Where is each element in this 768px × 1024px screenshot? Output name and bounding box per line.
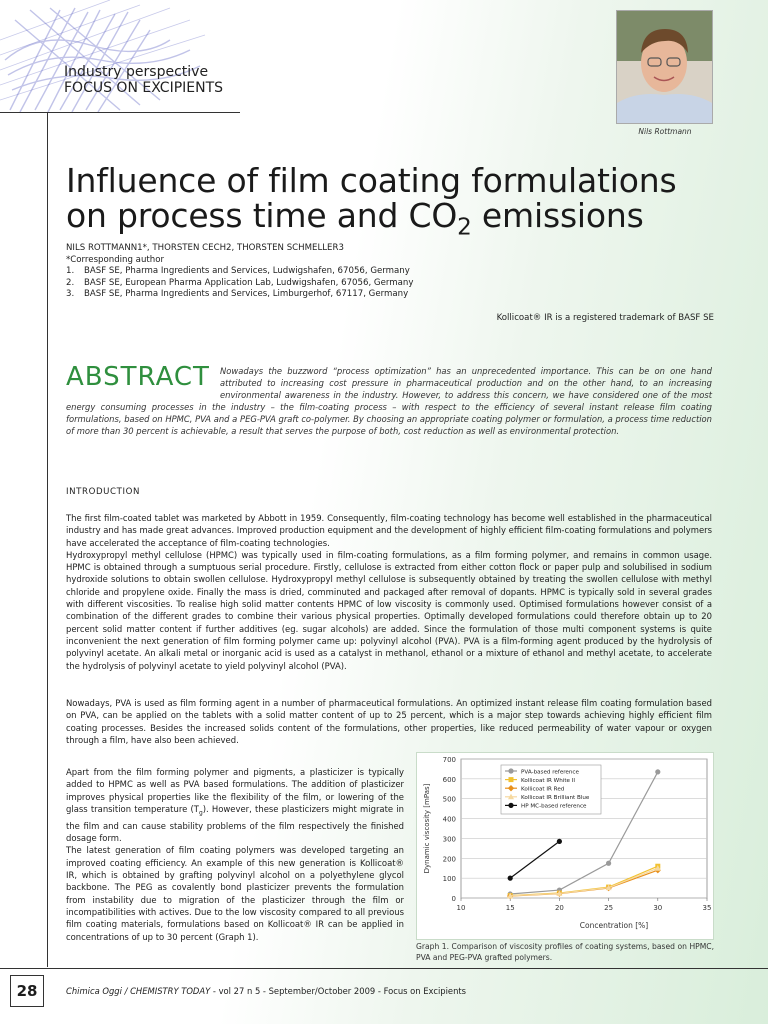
y-tick-label: 0 <box>451 895 456 903</box>
y-tick-label: 200 <box>442 855 456 864</box>
abstract-text: Nowadays the buzzword “process optimization” has an unprecedented importance. This can be on one hand attributed to increasing cost pressure in pharmaceutical production and on the other hand, to an increasing environmental awareness in the industry. However, to address this concern, we have considered one of the most energy consuming processes in the industry – the film-coating process – with respect to the efficiency of several instant release film coating formulations, based on HPMC, PVA and a PEG-PVA graft co-polymer. By choosing an appropriate coating polymer or formulation, a process time reduction of more than 30 percent is achievable, a result that serves the purpose of both, cost reduction as well as environmental protection. <box>66 366 712 437</box>
abstract-heading: ABSTRACT <box>66 362 210 392</box>
kicker-line-1: Industry perspective <box>64 64 209 80</box>
p4-text-a: Apart from the film forming polymer and pigments, a plasticizer is typically added to HPMC as well as PVA based formulations. The addition of plasticizer improves physical properties like the flexibility of the film, or lowering of the glass transition temperature (T <box>66 767 404 814</box>
x-tick-label: 15 <box>505 904 515 912</box>
affiliation-text: BASF SE, European Pharma Application Lab, Ludwigshafen, 67056, Germany <box>84 277 414 288</box>
y-tick-label: 500 <box>442 795 456 804</box>
data-point <box>655 769 660 774</box>
title-line-2a: on process time and CO <box>66 196 458 235</box>
data-point <box>508 876 513 881</box>
photo-caption: Nils Rottmann <box>638 127 692 136</box>
section-kicker <box>64 64 223 96</box>
legend-label: Kollicoat IR Brilliant Blue <box>521 795 590 802</box>
corresponding-author: *Corresponding author <box>66 254 165 265</box>
affiliation-number: 1. <box>66 266 75 277</box>
header-rule <box>0 112 240 113</box>
legend-label: HP MC-based reference <box>521 803 587 810</box>
footer-section: Focus on Excipients <box>383 986 467 996</box>
x-tick-label: 20 <box>554 904 564 912</box>
data-point <box>509 777 514 782</box>
journal-name: Chimica Oggi / CHEMISTRY TODAY <box>66 986 211 996</box>
x-axis-label: Concentration [%] <box>579 921 649 930</box>
paragraph-3-container <box>66 697 712 746</box>
affiliation-text: BASF SE, Pharma Ingredients and Services, Ludwigshafen, 67056, Germany <box>84 266 410 277</box>
introduction-column <box>66 766 404 943</box>
paragraph-3: Nowadays, PVA is used as film forming agent in a number of pharmaceutical formulations. An optimized instant release film coating formulation based on PVA, can be applied on the tablets with a solid matter content of up to 25 percent, which is a major step towards achieving highly efficient film coating processes. Besides the increased solids content of the formulations, other properties, like reduced permeability of water vapour or oxygen through a film, have also been achieved. <box>66 698 712 745</box>
y-tick-label: 300 <box>442 835 456 844</box>
p4-subscript: g <box>198 810 203 817</box>
affiliation-number: 2. <box>66 277 75 288</box>
issue-info: - vol 27 n 5 - September/October 2009 - <box>210 986 384 996</box>
graph-caption: Graph 1. Comparison of viscosity profiles of coating systems, based on HPMC, PVA and PEG-PVA grafted polymers. <box>416 942 714 962</box>
affiliation-3 <box>66 289 726 301</box>
legend-label: Kollicoat IR White II <box>521 777 576 784</box>
viscosity-chart <box>416 752 714 940</box>
paragraph: Hydroxypropyl methyl cellulose (HPMC) was typically used in film-coating formulations, as a film forming polymer, and remains in common usage. HPMC is obtained through a sumptuous serial procedure. Firstly, cellulose is extracted from either cotton flock or paper pulp and solubilised in sodium hydroxide solutions to obtain swollen cellulose. Hydroxypropyl methyl cellulose is subsequently obtained by treating the swollen cellulose with methyl chloride and propylene oxide. Finally the mass is dried, comminuted and packaged after removal of dopants. HPMC is typically sold in several grades with different viscosities. To realise high solid matter contents HPMC of low viscosity is commonly used. Optimised formulations however consist of a combination of the different grades to combine their various physical properties. Optimally developed formulations could therefore obtain up to 20 percent solid matter content if further additives (eg. sugar alcohols) are added. Since the formulation of those multi component systems is quite inconvenient the next generation of film forming polymer came up: polyvinyl alcohol (PVA). PVA is a film-forming agent produced by the hydrolysis of polyvinyl acetate. An alkali metal or inorganic acid is used as a catalyst in methanol, ethanol or a mixture of ethanol and methyl acetate, to accelerate the hydrolysis of polyvinyl acetate to yield polyvinyl alcohol (PVA). <box>66 549 712 671</box>
decorative-scribble <box>0 0 230 120</box>
abstract-body <box>66 365 712 438</box>
y-tick-label: 600 <box>442 775 456 784</box>
title-line-2b: emissions <box>471 196 644 235</box>
y-axis-label: Dynamic viscosity [mPas] <box>423 783 431 874</box>
author-block <box>66 243 726 301</box>
article-title <box>66 163 756 246</box>
paragraph: The first film-coated tablet was marketed by Abbott in 1959. Consequently, film-coating technology has become well established in the pharmaceutical industry and has made great advances. Improved production equipment and the development of highly efficient film-coating formulations and polymers have accelerated the acceptance of film-coating technologies. <box>66 513 712 548</box>
y-tick-label: 100 <box>442 875 456 884</box>
chart-svg <box>417 753 713 939</box>
legend-label: Kollicoat IR Red <box>521 786 565 793</box>
paragraph-5: The latest generation of film coating polymers was developed targeting an improved coating efficiency. An example of this new generation is Kollicoat® IR, which is obtained by grafting polyvinyl alcohol on a polyethylene glycol backbone. The PEG as covalently bond plasticizer prevents the formulation from instability due to migration of the plasticizer through the film or incompatibilities with actives. Due to the low viscosity compared to all previous film coating materials, formulations based on Kollicoat® IR can be applied in concentrations of up to 30 percent (Graph 1). <box>66 845 404 942</box>
data-point <box>508 768 513 773</box>
x-tick-label: 10 <box>456 904 466 912</box>
x-tick-label: 30 <box>653 904 663 912</box>
kicker-line-2: FOCUS ON EXCIPIENTS <box>64 80 224 96</box>
y-tick-label: 700 <box>442 756 456 764</box>
affiliation-text: BASF SE, Pharma Ingredients and Services, Limburgerhof, 67117, Germany <box>84 289 409 300</box>
title-line-1: Influence of film coating formulations <box>66 161 677 200</box>
data-point <box>606 861 611 866</box>
footer-text <box>66 986 466 996</box>
data-point <box>557 839 562 844</box>
page-number: 28 <box>10 975 44 1007</box>
x-tick-label: 35 <box>702 904 712 912</box>
introduction-heading: INTRODUCTION <box>66 487 141 497</box>
author-list: NILS ROTTMANN1*, THORSTEN CECH2, THORSTEN SCHMELLER3 <box>66 243 344 253</box>
paragraph-4 <box>66 766 404 844</box>
x-tick-label: 25 <box>604 904 614 912</box>
affiliation-1 <box>66 266 726 278</box>
affiliation-2 <box>66 278 726 290</box>
footer-rule <box>0 968 768 969</box>
legend-label: PVA-based reference <box>521 769 579 776</box>
margin-rule <box>47 112 48 967</box>
author-photo <box>616 10 713 124</box>
p4-text-b: ). However, these plasticizers might migrate in the film and can cause stability problems of the film respectively the finished dosage form. <box>66 803 404 844</box>
y-tick-label: 400 <box>442 815 456 824</box>
introduction-full-width <box>66 512 712 672</box>
affiliation-number: 3. <box>66 289 75 300</box>
data-point <box>508 803 513 808</box>
trademark-note: Kollicoat® IR is a registered trademark of BASF SE <box>496 313 714 323</box>
title-subscript: 2 <box>457 214 472 241</box>
